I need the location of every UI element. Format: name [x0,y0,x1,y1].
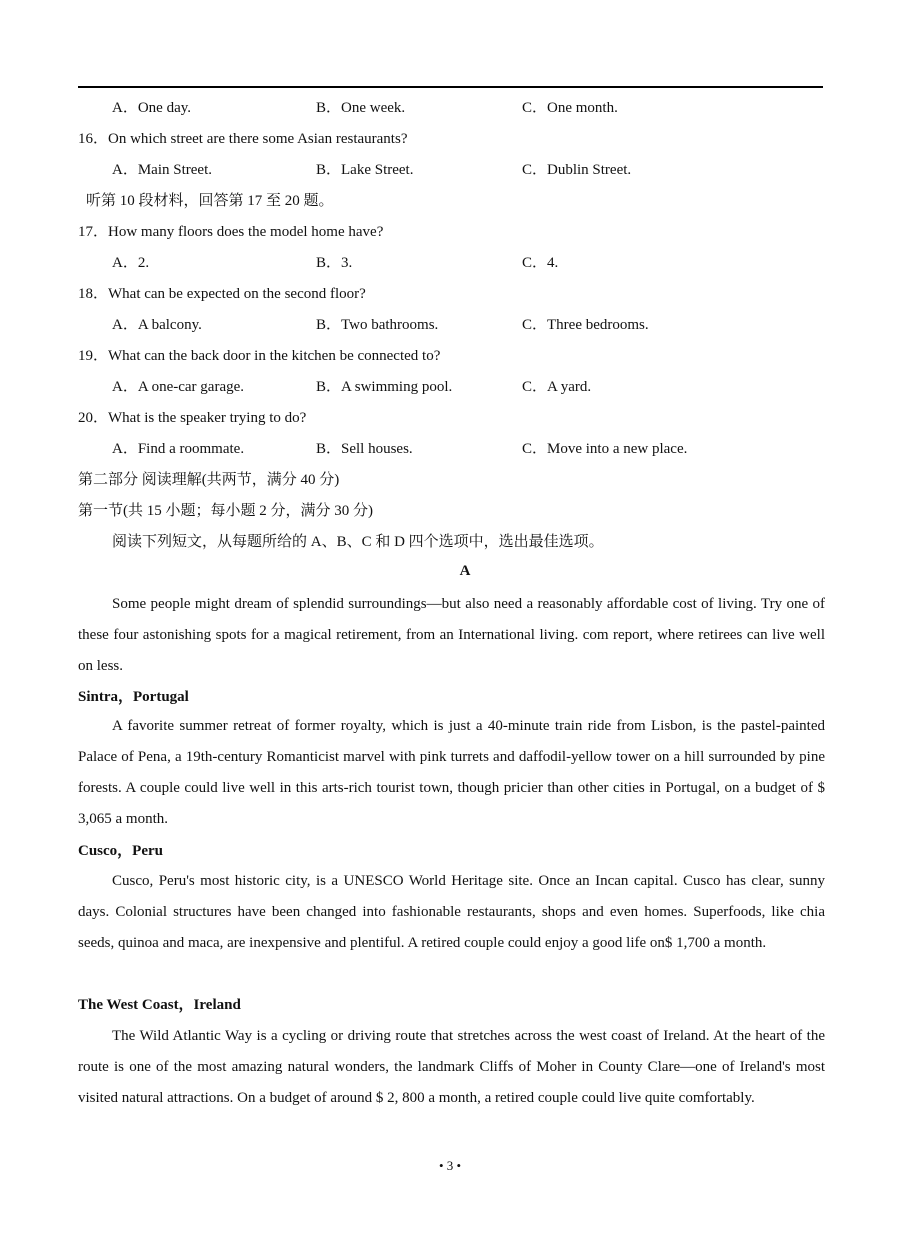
question-16: 16．On which street are there some Asian restaurants? [78,131,408,147]
question-19: 19．What can the back door in the kitchen be connected to? [78,348,441,364]
q15-option-b: B．One week. [316,100,406,116]
page-number: • 3 • [438,1158,462,1173]
question-18: 18．What can be expected on the second floor? [78,286,366,302]
part2-title: 第二部分 阅读理解(共两节，满分 40 分) [78,472,340,488]
q20-option-b: B．Sell houses. [316,441,413,457]
q15-option-a: A．One day. [112,100,192,116]
place-title-ireland: The West Coast，Ireland [78,997,241,1013]
q17-option-b: B．3. [316,255,353,271]
q17-option-a: A．2. [112,255,150,271]
q16-option-a: A．Main Street. [112,162,212,178]
intro-paragraph: Some people might dream of splendid surroundings—but also need a reasonably affordable cost of living. Try one of these four astonishing spots for a magical retirement, from an International living. com report, where retirees can live well on less. [78,596,825,674]
place-text-ireland: The Wild Atlantic Way is a cycling or driving route that stretches across the west coast of Ireland. At the heart of the route is one of the most amazing natural wonders, the landmark Cliffs of Moher in County Clare—one of Ireland's most visited natural attractions. On a budget of around $ 2, 800 a month, a retired couple could live quite comfortably. [78,1028,825,1106]
q18-option-b: B．Two bathrooms. [316,317,439,333]
reading-instruction: 阅读下列短文，从每题所给的 A、B、C 和 D 四个选项中，选出最佳选项。 [112,534,604,550]
q19-option-a: A．A one-car garage. [112,379,245,395]
question-20: 20．What is the speaker trying to do? [78,410,307,426]
q16-option-c: C．Dublin Street. [522,162,632,178]
passage-label: A [459,563,471,579]
q19-option-c: C．A yard. [522,379,592,395]
q17-option-c: C．4. [522,255,559,271]
q16-option-b: B．Lake Street. [316,162,414,178]
q20-option-a: A．Find a roommate. [112,441,245,457]
place-text-cusco: Cusco, Peru's most historic city, is a UNESCO World Heritage site. Once an Incan capital. Cusco has clear, sunny days. Colonial structures have been changed into fashionable restaurants, shops and even homes. Superfoods, like chia seeds, quinoa and maca, are inexpensive and plentiful. A retired couple could enjoy a good life on$ 1,700 a month. [78,873,825,951]
place-text-sintra: A favorite summer retreat of former royalty, which is just a 40-minute train ride from Lisbon, is the pastel-painted Palace of Pena, a 19th-century Romanticist marvel with pink turrets and daffodil-yellow tower on a hill surrounded by pine forests. A couple could live well in this arts-rich tourist town, though pricier than other cities in Portugal, on a budget of $ 3,065 a month. [78,718,825,827]
place-title-cusco: Cusco，Peru [78,843,163,859]
q19-option-b: B．A swimming pool. [316,379,453,395]
q20-option-c: C．Move into a new place. [522,441,688,457]
place-title-sintra: Sintra，Portugal [78,689,189,705]
section1-title: 第一节(共 15 小题；每小题 2 分，满分 30 分) [78,503,373,519]
question-17: 17．How many floors does the model home have? [78,224,384,240]
q18-option-c: C．Three bedrooms. [522,317,649,333]
header-rule [78,86,823,88]
section10-instruction: 听第 10 段材料，回答第 17 至 20 题。 [86,193,334,209]
q18-option-a: A．A balcony. [112,317,202,333]
q15-option-c: C．One month. [522,100,618,116]
